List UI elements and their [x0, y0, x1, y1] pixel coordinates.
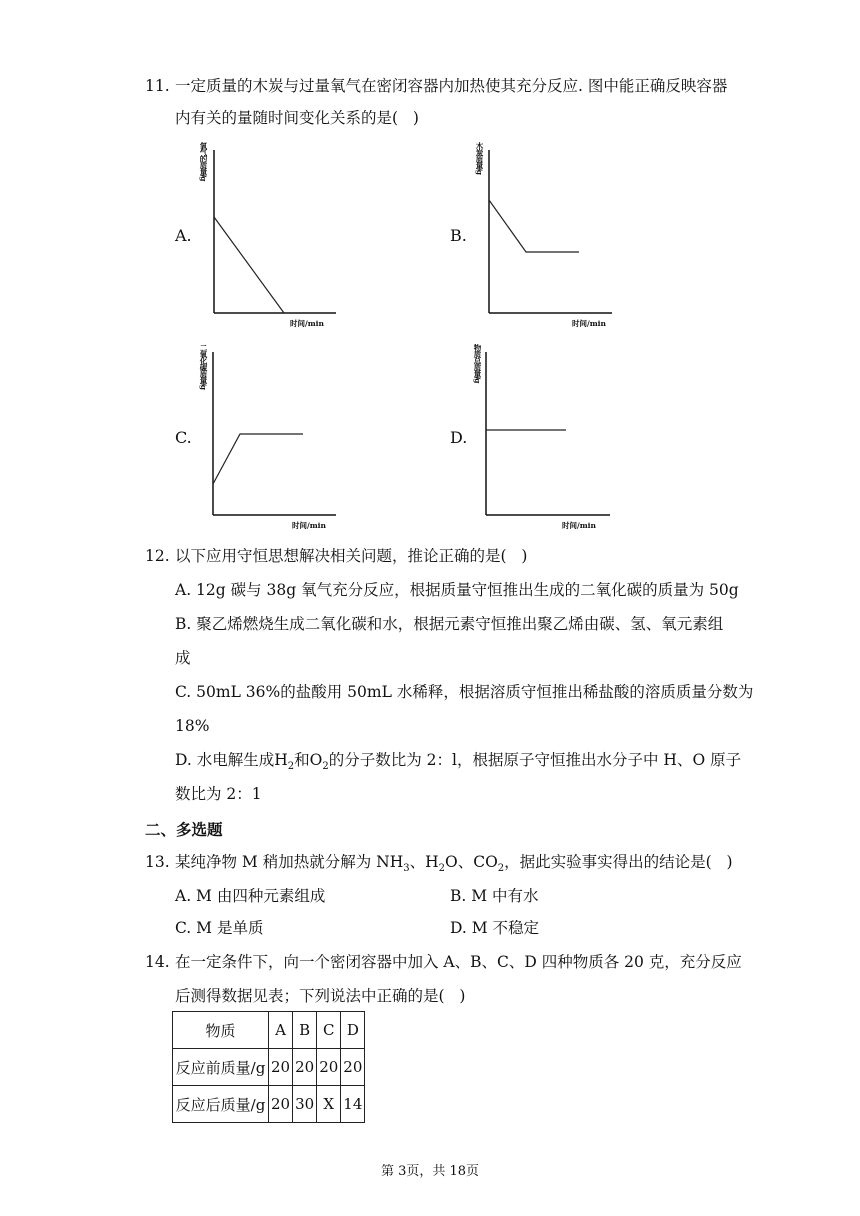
option-c-cont: 18% [175, 717, 210, 735]
option-b-cont: 成 [175, 649, 191, 667]
data-line [214, 217, 284, 313]
table-header-row [173, 1012, 365, 1049]
question-number: 13. [145, 853, 170, 871]
formula-subscript: 2 [287, 761, 295, 773]
table-cell: X [317, 1086, 341, 1123]
formula-symbol: O [309, 751, 323, 769]
data-line [489, 200, 579, 252]
formula-symbol: H [274, 751, 288, 769]
formula-h2 [274, 751, 295, 773]
stem-text: 、H [409, 853, 439, 871]
x-axis-label: 时间/min [290, 319, 324, 328]
question-stem: 以下应用守恒思想解决相关问题，推论正确的是( ) [175, 547, 528, 565]
option-label: D. [450, 428, 468, 447]
option-b: B. 聚乙烯燃烧生成二氧化碳和水，根据元素守恒推出聚乙烯由碳、氢、氧元素组 [175, 615, 724, 633]
x-axis-label: 时间/min [292, 521, 326, 530]
data-line [213, 434, 303, 484]
y-axis-label: 物质总质量/g [473, 344, 482, 383]
table-cell: 反应后质量/g [173, 1086, 269, 1123]
table-header-cell: C [317, 1012, 341, 1049]
option-d-text: 和 [294, 751, 310, 769]
option-label: A. [175, 226, 192, 245]
y-axis-label: 木炭质量/g [475, 142, 484, 174]
formula-subscript: 2 [322, 761, 329, 773]
table-header-cell: A [269, 1012, 293, 1049]
question-stem: 一定质量的木炭与过量氧气在密闭容器内加热使其充分反应. 图中能正确反映容器 [175, 77, 728, 95]
stem-text: O、CO [445, 853, 498, 871]
table-row [173, 1049, 365, 1086]
table-cell: 20 [317, 1049, 341, 1086]
formula-subscript: 2 [497, 863, 505, 875]
section-heading: 二、多选题 [145, 821, 223, 839]
formula-subscript: 3 [403, 863, 410, 875]
table-cell: 20 [293, 1049, 317, 1086]
formula-subscript: 2 [438, 863, 446, 875]
option-d-text: D. 水电解生成 [175, 751, 275, 769]
table-row [173, 1086, 365, 1123]
data-table [172, 1011, 365, 1123]
option-c: C. 50mL 36%的盐酸用 50mL 水稀释，根据溶质守恒推出稀盐酸的溶质质量分数为 [175, 683, 754, 701]
question-number: 12. [145, 547, 170, 565]
table-cell: 反应前质量/g [173, 1049, 269, 1086]
graph-a [196, 140, 346, 330]
option-a: A. 12g 碳与 38g 氧气充分反应，根据质量守恒推出生成的二氧化碳的质量为 50g [175, 581, 739, 599]
option-b: B. M 中有水 [450, 887, 539, 905]
option-a: A. M 由四种元素组成 [175, 887, 326, 905]
graph-b [472, 140, 622, 330]
option-d [175, 750, 741, 777]
option-label: C. [175, 428, 192, 447]
option-d: D. M 不稳定 [450, 919, 540, 937]
option-label: B. [450, 226, 467, 245]
y-axis-label: 氧气的质量/g [199, 142, 208, 181]
table-header-cell: B [293, 1012, 317, 1049]
graph-c [196, 342, 346, 532]
option-d-text: 的分子数比为 2：l，根据原子守恒推出水分子中 H、O 原子 [328, 751, 742, 769]
page-footer: 第 3页，共 18页 [380, 1164, 480, 1179]
table-header-cell: D [341, 1012, 365, 1049]
x-axis-label: 时间/min [562, 521, 596, 530]
y-axis-label: 二氧化碳质量/g [199, 344, 208, 389]
question-stem: 在一定条件下，向一个密闭容器中加入 A、B、C、D 四种物质各 20 克，充分反应 [175, 953, 742, 971]
question-stem [175, 852, 733, 879]
formula-o2 [309, 751, 329, 773]
question-stem: 内有关的量随时间变化关系的是( ) [175, 109, 419, 127]
option-d-cont: 数比为 2：1 [175, 785, 262, 803]
x-axis-label: 时间/min [572, 319, 606, 328]
option-c: C. M 是单质 [175, 919, 264, 937]
table-cell: 14 [341, 1086, 365, 1123]
question-number: 11. [145, 77, 170, 95]
stem-text: ，据此实验事实得出的结论是( ) [504, 853, 733, 871]
table-cell: 30 [293, 1086, 317, 1123]
question-stem: 后测得数据见表；下列说法中正确的是( ) [175, 987, 466, 1005]
graph-d [470, 342, 620, 532]
table-cell: 20 [269, 1086, 293, 1123]
table-cell: 20 [269, 1049, 293, 1086]
table-header-cell: 物质 [173, 1012, 269, 1049]
table-cell: 20 [341, 1049, 365, 1086]
stem-text: 某纯净物 M 稍加热就分解为 NH [175, 853, 404, 871]
question-number: 14. [145, 953, 170, 971]
